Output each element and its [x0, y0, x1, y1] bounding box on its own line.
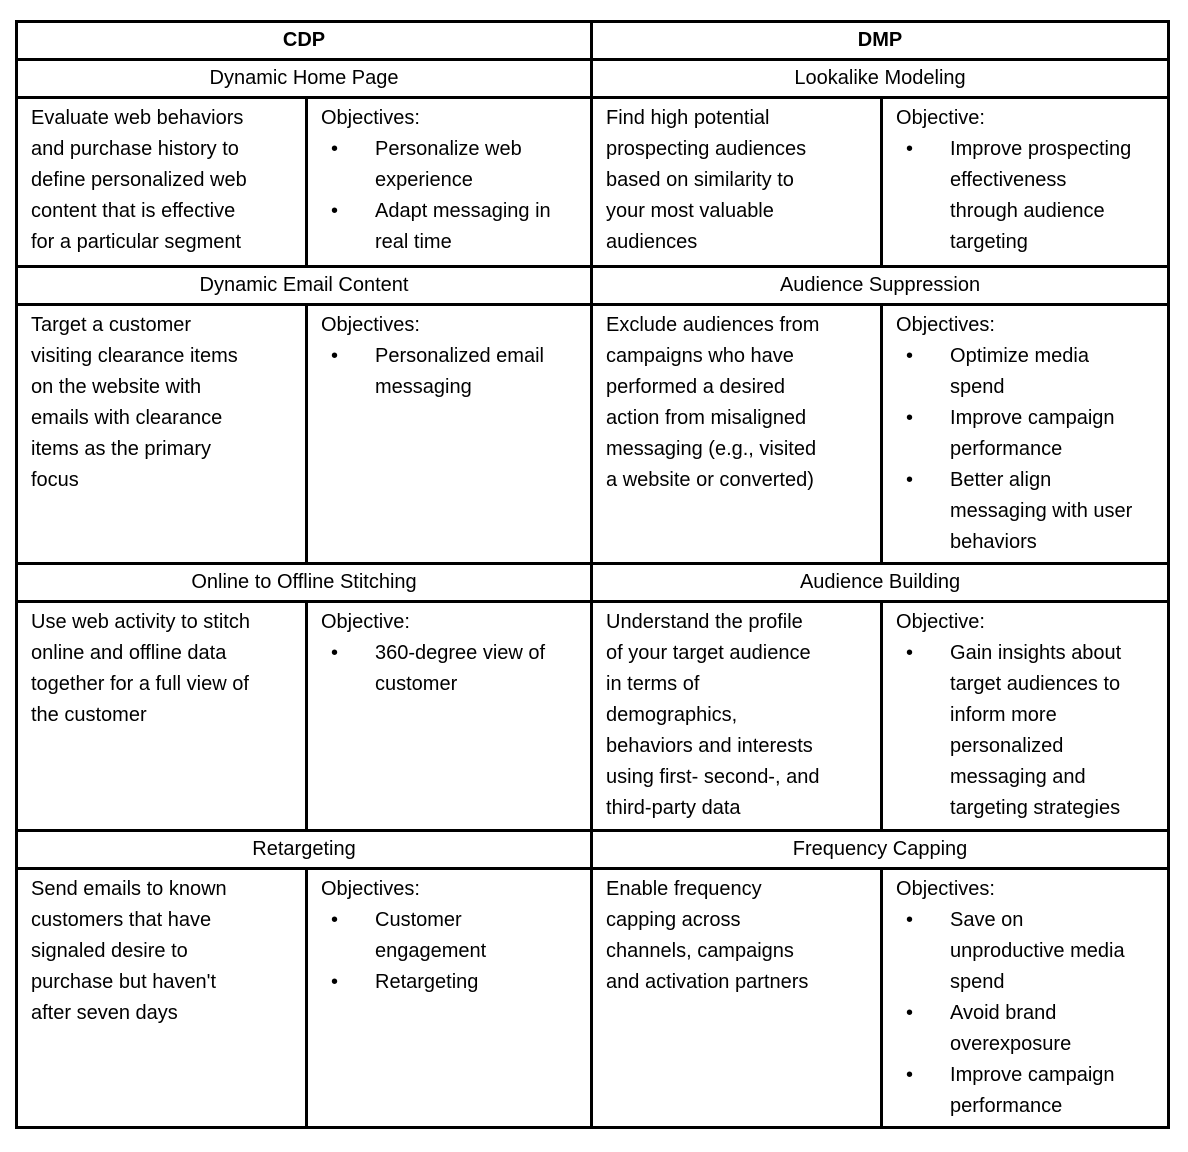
use-case-description-cdp-2: Target a customer visiting clearance items on the website with emails with clearance items as the primary focus — [17, 305, 307, 564]
bullet-icon: • — [331, 642, 339, 664]
use-case-description-dmp-1: Find high potential prospecting audiences based on similarity to your most valuable audiences — [592, 98, 882, 267]
objectives-label: Objectives: — [321, 314, 420, 336]
table-header-row — [17, 22, 1169, 60]
objective-bullet-item — [321, 905, 580, 967]
bullet-icon: • — [906, 1064, 914, 1086]
bullet-icon: • — [331, 909, 339, 931]
use-case-title-dmp-4: Frequency Capping — [592, 831, 1169, 869]
objectives-cell-cdp-1 — [307, 98, 592, 267]
bullet-icon: • — [906, 1002, 914, 1024]
objectives-cell-dmp-4 — [882, 869, 1169, 1128]
bullet-icon: • — [906, 407, 914, 429]
cdp-dmp-comparison-table — [15, 20, 1170, 1129]
objective-text: 360-degree view of customer — [375, 642, 546, 695]
objectives-cell-cdp-2 — [307, 305, 592, 564]
objective-text: Improve campaign performance — [950, 1064, 1115, 1117]
objectives-label: Objective: — [896, 107, 985, 129]
bullet-icon: • — [906, 642, 914, 664]
section-title-row — [17, 267, 1169, 305]
objective-bullet-item — [321, 638, 580, 700]
objectives-cell-dmp-2 — [882, 305, 1169, 564]
column-header-dmp: DMP — [592, 22, 1169, 60]
bullet-icon: • — [331, 138, 339, 160]
objective-text: Adapt messaging in real time — [375, 200, 551, 253]
objective-text: Improve campaign performance — [950, 407, 1115, 460]
use-case-description-cdp-4: Send emails to known customers that have signaled desire to purchase but haven't after seven days — [17, 869, 307, 1128]
objective-bullet-item — [321, 341, 580, 403]
section-body-row — [17, 98, 1169, 267]
column-header-cdp: CDP — [17, 22, 592, 60]
objective-text: Retargeting — [375, 971, 479, 993]
use-case-title-cdp-3: Online to Offline Stitching — [17, 564, 592, 602]
bullet-icon: • — [331, 200, 339, 222]
objective-bullet-item — [321, 967, 580, 998]
section-title-row — [17, 60, 1169, 98]
objective-bullet-item — [896, 403, 1157, 465]
objective-text: Better align messaging with user behaviors — [950, 469, 1133, 553]
objective-text: Avoid brand overexposure — [950, 1002, 1072, 1055]
objectives-cell-dmp-3 — [882, 602, 1169, 831]
section-body-row — [17, 305, 1169, 564]
objective-bullet-item — [321, 196, 580, 258]
objectives-label: Objectives: — [896, 878, 995, 900]
bullet-icon: • — [331, 971, 339, 993]
use-case-description-dmp-3: Understand the profile of your target audience in terms of demographics, behaviors and interests using first- second-, and third-party data — [592, 602, 882, 831]
use-case-title-dmp-1: Lookalike Modeling — [592, 60, 1169, 98]
use-case-description-dmp-4: Enable frequency capping across channels, campaigns and activation partners — [592, 869, 882, 1128]
objectives-label: Objective: — [321, 611, 410, 633]
objective-bullet-item — [896, 341, 1157, 403]
bullet-icon: • — [906, 469, 914, 491]
use-case-title-dmp-3: Audience Building — [592, 564, 1169, 602]
objectives-cell-cdp-3 — [307, 602, 592, 831]
objective-bullet-item — [896, 1060, 1157, 1122]
objectives-label: Objectives: — [321, 107, 420, 129]
objective-bullet-item — [896, 998, 1157, 1060]
section-title-row — [17, 831, 1169, 869]
use-case-title-cdp-2: Dynamic Email Content — [17, 267, 592, 305]
objective-bullet-item — [896, 638, 1157, 824]
section-body-row — [17, 602, 1169, 831]
section-title-row — [17, 564, 1169, 602]
objectives-label: Objectives: — [896, 314, 995, 336]
bullet-icon: • — [331, 345, 339, 367]
use-case-description-cdp-3: Use web activity to stitch online and offline data together for a full view of the customer — [17, 602, 307, 831]
objective-bullet-item — [896, 465, 1157, 558]
objective-bullet-item — [896, 905, 1157, 998]
objectives-cell-cdp-4 — [307, 869, 592, 1128]
objective-text: Save on unproductive media spend — [950, 909, 1125, 993]
use-case-title-cdp-1: Dynamic Home Page — [17, 60, 592, 98]
objective-text: Personalize web experience — [375, 138, 522, 191]
objective-text: Gain insights about target audiences to inform more personalized messaging and targeting strategies — [950, 642, 1122, 819]
use-case-title-dmp-2: Audience Suppression — [592, 267, 1169, 305]
objective-bullet-item — [896, 134, 1157, 258]
objectives-cell-dmp-1 — [882, 98, 1169, 267]
objective-text: Improve prospecting effectiveness through audience targeting — [950, 138, 1132, 253]
bullet-icon: • — [906, 909, 914, 931]
use-case-description-dmp-2: Exclude audiences from campaigns who have performed a desired action from misaligned messaging (e.g., visited a website or converted) — [592, 305, 882, 564]
objectives-label: Objective: — [896, 611, 985, 633]
bullet-icon: • — [906, 345, 914, 367]
objective-text: Personalized email messaging — [375, 345, 544, 398]
use-case-description-cdp-1: Evaluate web behaviors and purchase history to define personalized web content that is effective for a particular segment — [17, 98, 307, 267]
use-case-title-cdp-4: Retargeting — [17, 831, 592, 869]
objective-bullet-item — [321, 134, 580, 196]
objectives-label: Objectives: — [321, 878, 420, 900]
objective-text: Optimize media spend — [950, 345, 1089, 398]
section-body-row — [17, 869, 1169, 1128]
objective-text: Customer engagement — [375, 909, 487, 962]
bullet-icon: • — [906, 138, 914, 160]
